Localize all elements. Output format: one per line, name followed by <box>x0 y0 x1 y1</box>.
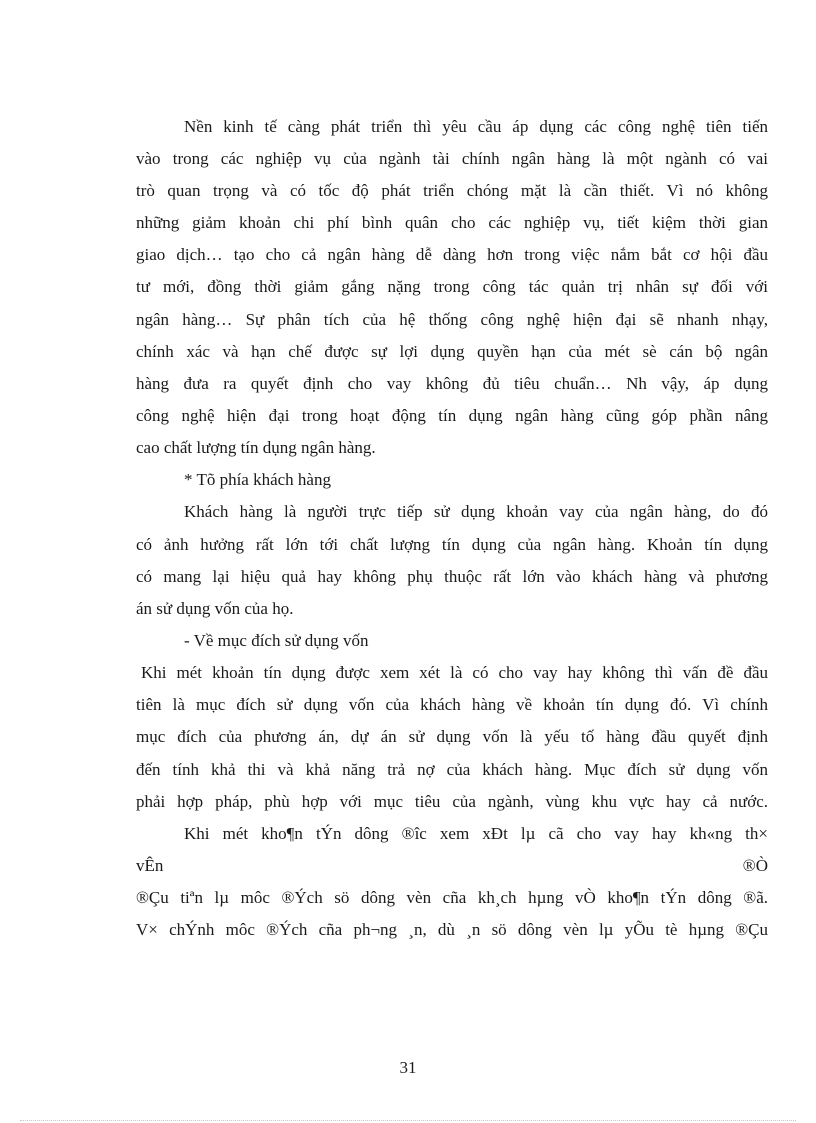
page-bottom-rule <box>20 1120 796 1121</box>
page-number: 31 <box>399 1058 417 1077</box>
text-line: V× chÝnh môc ®Ých cña ph¬ng ¸n, dù ¸n sö dông vèn lµ yÕu tè hµng ®Çu <box>136 920 768 939</box>
text-line: giao dịch… tạo cho cả ngân hàng dễ dàng hơn trong việc nắm bắt cơ hội đầu <box>136 245 768 264</box>
text-line: cao chất lượng tín dụng ngân hàng. <box>136 438 376 457</box>
text-line: ngân hàng… Sự phân tích của hệ thống công nghệ hiện đại sẽ nhanh nhạy, <box>136 310 768 329</box>
section-heading: * Tõ phía khách hàng <box>184 470 331 489</box>
text-line: trò quan trọng và có tốc độ phát triển chóng mặt là cần thiết. Vì nó không <box>136 181 768 200</box>
text-line: tư mới, đồng thời giảm gắng nặng trong công tác quản trị nhân sự đối với <box>136 277 768 296</box>
text-line: có ảnh hưởng rất lớn tới chất lượng tín dụng của ngân hàng. Khoản tín dụng <box>136 535 768 554</box>
text-line: ®Çu tiªn lµ môc ®Ých sö dông vèn cña kh¸ch hµng vÒ kho¶n tÝn dông ®ã. <box>136 888 768 907</box>
text-line: Nền kinh tế càng phát triển thì yêu cầu áp dụng các công nghệ tiên tiến <box>184 117 768 136</box>
text-line: đến tính khả thi và khả năng trả nợ của khách hàng. Mục đích sử dụng vốn <box>136 760 768 779</box>
text-line: có mang lại hiệu quả hay không phụ thuộc rất lớn vào khách hàng và phương <box>136 567 768 586</box>
text-line: vÊn ®Ò <box>136 856 768 875</box>
text-line: án sử dụng vốn của họ. <box>136 599 294 618</box>
text-line: những giảm khoản chi phí bình quân cho các nghiệp vụ, tiết kiệm thời gian <box>136 213 768 232</box>
text-line: hàng đưa ra quyết định cho vay không đủ tiêu chuẩn… Nh vậy, áp dụng <box>136 374 768 393</box>
text-line: Khách hàng là người trực tiếp sử dụng khoản vay của ngân hàng, do đó <box>184 502 768 521</box>
text-line: vào trong các nghiệp vụ của ngành tài chính ngân hàng là một ngành có vai <box>136 149 768 168</box>
text-line: mục đích của phương án, dự án sử dụng vốn là yếu tố hàng đầu quyết định <box>136 727 768 746</box>
text-line: Khi mét khoản tín dụng được xem xét là có cho vay hay không thì vấn đề đầu <box>141 663 768 682</box>
text-line: chính xác và hạn chế được sự lợi dụng quyền hạn của mét sè cán bộ ngân <box>136 342 768 361</box>
text-line: Khi mét kho¶n tÝn dông ®îc xem xÐt lµ cã cho vay hay kh«ng th× <box>184 824 768 843</box>
text-line: tiên là mục đích sử dụng vốn của khách hàng về khoản tín dụng đó. Vì chính <box>136 695 768 714</box>
section-heading: - Về mục đích sử dụng vốn <box>184 631 369 650</box>
text-line: công nghệ hiện đại trong hoạt động tín dụng ngân hàng cũng góp phần nâng <box>136 406 768 425</box>
text-line: phải hợp pháp, phù hợp với mục tiêu của ngành, vùng khu vực hay cả nước. <box>136 792 768 811</box>
